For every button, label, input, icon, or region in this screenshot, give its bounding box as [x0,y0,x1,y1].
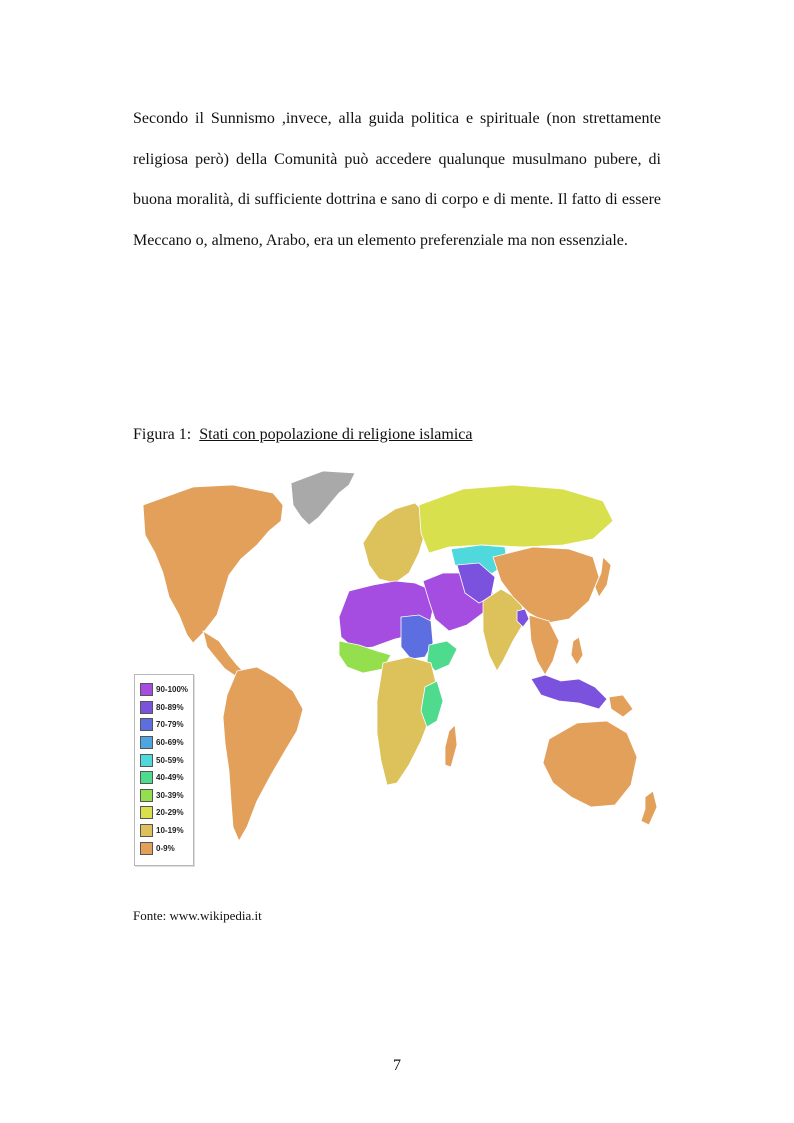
legend-item [140,716,193,734]
legend-label: 20-29% [156,808,184,818]
map-region-philippines [571,637,583,665]
figure-source: Fonte: www.wikipedia.it [133,908,262,923]
map-region-madagascar [445,725,457,767]
legend-label: 70-79% [156,720,184,730]
legend-swatch [140,789,153,802]
map-region-new-zealand [641,791,657,825]
map-region-south-america [223,667,303,841]
legend-item [140,804,193,822]
legend-swatch [140,771,153,784]
legend-label: 80-89% [156,702,184,712]
figure-caption [133,423,472,447]
map-region-russia [419,485,613,553]
legend-swatch [140,736,153,749]
legend-swatch [140,754,153,767]
legend-swatch [140,683,153,696]
map-region-central-america [203,631,243,677]
legend-swatch [140,718,153,731]
legend-swatch [140,701,153,714]
legend-label: 60-69% [156,738,184,748]
legend-item [140,734,193,752]
page-number: 7 [393,1057,401,1074]
map-region-southeast-asia [529,615,559,675]
body-paragraph: Secondo il Sunnismo ,invece, alla guida politica e spirituale (non strettamente religiosa però) della Comunità può accedere qualunque musulmano pubere, di buona moralità, di sufficiente dottrina e sano di corpo e di mente. Il fatto di essere Meccano o, almeno, Arabo, era un elemento preferenziale ma non essenziale. [133,110,661,249]
legend-label: 40-49% [156,773,184,783]
legend-item [140,699,193,717]
map-region-indonesia [531,675,607,709]
legend-swatch [140,806,153,819]
legend-item [140,822,193,840]
map-legend [134,674,194,866]
map-region-australia [543,721,637,807]
legend-item [140,681,193,699]
map-region-greenland [291,471,355,525]
legend-swatch [140,824,153,837]
legend-item [140,787,193,805]
world-map [133,465,678,870]
legend-label: 90-100% [156,685,189,695]
legend-label: 50-59% [156,755,184,765]
legend-label: 30-39% [156,790,184,800]
map-region-png [609,695,633,717]
map-region-north-america [143,485,283,643]
legend-label: 0-9% [156,843,175,853]
legend-item [140,769,193,787]
figure-label: Figura 1: [133,426,192,443]
legend-item [140,751,193,769]
legend-swatch [140,842,153,855]
figure-title: Stati con popolazione di religione islamica [199,426,473,443]
legend-label: 10-19% [156,826,184,836]
legend-item [140,839,193,857]
map-region-europe [363,503,425,583]
